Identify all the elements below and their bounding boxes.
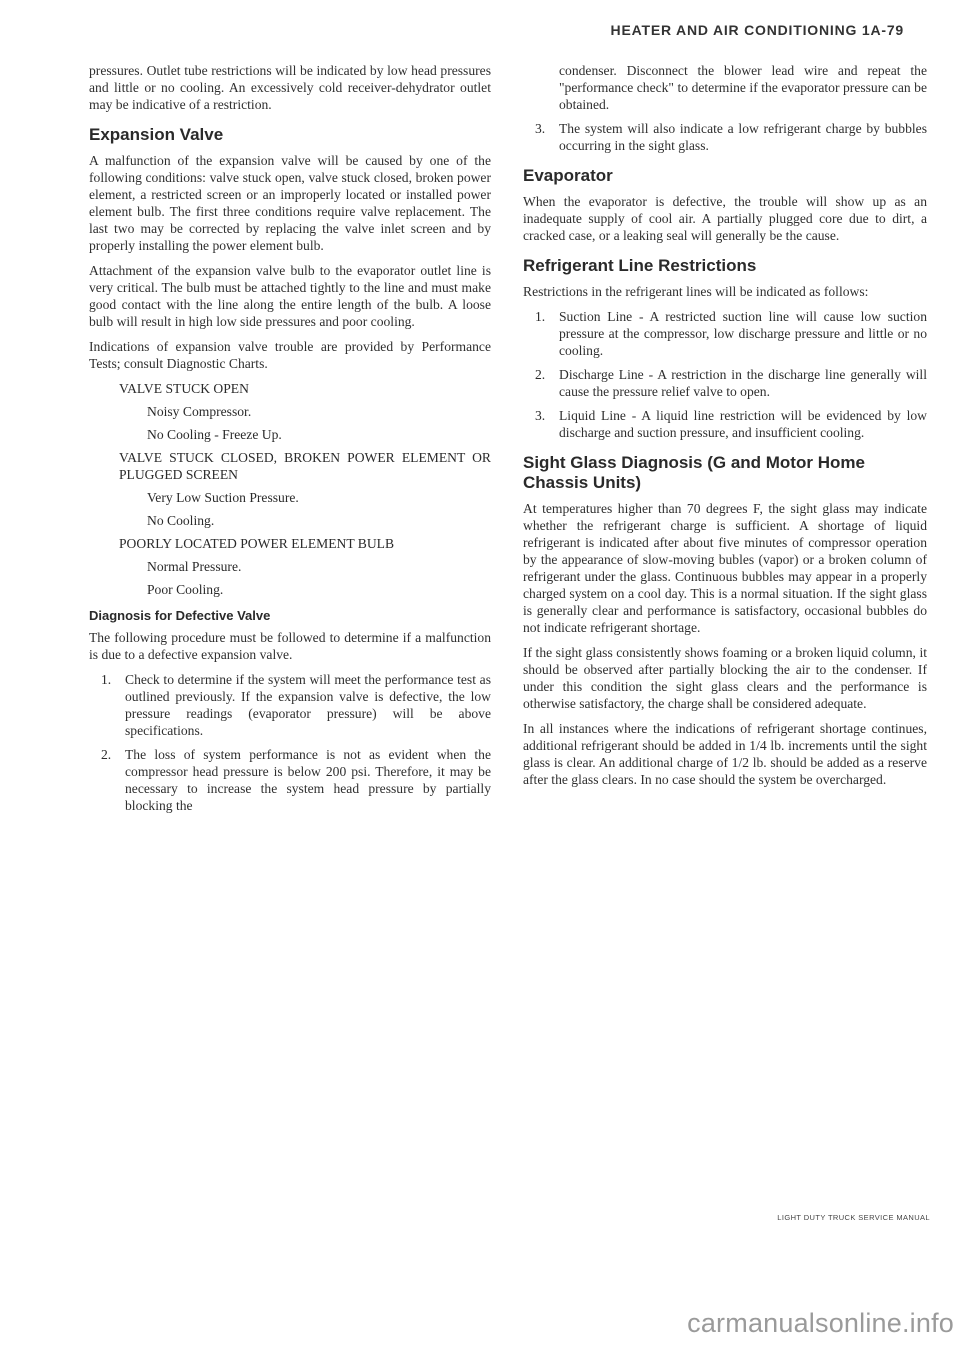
watermark: carmanualsonline.info [687, 1308, 954, 1338]
running-header: HEATER AND AIR CONDITIONING 1A-79 [610, 22, 904, 38]
subsection-heading-diagnosis: Diagnosis for Defective Valve [89, 608, 271, 623]
list-number: 3. [535, 408, 546, 423]
procedure-list-continued [523, 62, 927, 154]
left-column [89, 62, 491, 822]
list-number: 3. [535, 121, 546, 136]
condition-symptom: Normal Pressure. [147, 559, 242, 574]
list-item [523, 62, 927, 113]
list-number: 2. [101, 747, 112, 762]
condition-heading: VALVE STUCK CLOSED, BROKEN POWER ELEMENT OR PLUGGED SCREEN [119, 450, 491, 482]
list-number: 1. [535, 309, 546, 324]
section-heading-evaporator: Evaporator [523, 166, 613, 185]
list-item-text: The loss of system performance is not as evident when the compressor head pressure is below 200 psi. Therefore, it may be necessary to increase the system head pressure by partially blocking the [125, 747, 491, 813]
paragraph: When the evaporator is defective, the trouble will show up as an inadequate supply of cool air. A partially plugged core due to dirt, a cracked case, or a leaking seal will generally be the cause. [523, 194, 927, 243]
procedure-list [89, 671, 491, 814]
list-item-text: Check to determine if the system will meet the performance test as outlined previously. If the expansion valve is defective, the low pressure readings (evaporator pressure) will be above specifications. [125, 672, 491, 738]
paragraph: Restrictions in the refrigerant lines will be indicated as follows: [523, 284, 869, 299]
section-heading-sight-glass: Sight Glass Diagnosis (G and Motor Home Chassis Units) [523, 453, 865, 492]
list-item [89, 746, 491, 814]
paragraph: If the sight glass consistently shows foaming or a broken liquid column, it should be observed after partially blocking the air to the condenser. If under this condition the sight glass clears and the performance is otherwise satisfactory, the charge shall be considered adequate. [523, 645, 927, 711]
list-number: 1. [101, 672, 112, 687]
paragraph: Attachment of the expansion valve bulb to the evaporator outlet line is very critical. The bulb must be attached tightly to the line and must make good contact with the line along the entire length of the bulb. A loose bulb will result in high low side pressures and poor cooling. [89, 263, 491, 329]
paragraph: The following procedure must be followed to determine if a malfunction is due to a defective expansion valve. [89, 630, 491, 662]
list-item [523, 366, 927, 400]
paragraph: In all instances where the indications of refrigerant shortage continues, additional refrigerant should be added in 1/4 lb. increments until the sight glass is clear. An additional charge of 1/2 lb. should be added as a reserve after the glass clears. In no case should the system be overcharged. [523, 721, 927, 787]
condition-symptom: No Cooling. [147, 513, 215, 528]
paragraph: A malfunction of the expansion valve will be caused by one of the following conditions: valve stuck open, valve stuck closed, broken power element, a restricted screen or an improperly located or installed power element bulb. The first three conditions require valve replacement. The last two may be corrected by replacing the valve inlet screen and by properly installing the power element bulb. [89, 153, 491, 253]
list-item [523, 120, 927, 154]
condition-heading: VALVE STUCK OPEN [119, 381, 249, 396]
section-heading-expansion-valve: Expansion Valve [89, 125, 224, 144]
condition-heading: POORLY LOCATED POWER ELEMENT BULB [119, 536, 395, 551]
list-item-text: Liquid Line - A liquid line restriction will be evidenced by low discharge and suction pressure, and insufficient cooling. [559, 408, 927, 440]
paragraph: At temperatures higher than 70 degrees F, the sight glass may indicate whether the refrigerant charge is sufficient. A shortage of liquid refrigerant is indicated after about five minutes of compressor operation by the appearance of slow-moving bubles (vapor) or a broken column of refrigerant under the glass. Continuous bubbles may appear in a properly charged system on a cool day. This is a normal situation. If the sight glass is generally clear and performance is satisfactory, occasional bubbles do not indicate refrigerant shortage. [523, 501, 927, 635]
list-item-text: condenser. Disconnect the blower lead wire and repeat the "performance check" to determine if the evaporator pressure can be obtained. [559, 63, 927, 112]
list-number: 2. [535, 367, 546, 382]
footer-manual-title: LIGHT DUTY TRUCK SERVICE MANUAL [777, 1213, 930, 1222]
list-item [523, 308, 927, 359]
list-item-text: The system will also indicate a low refrigerant charge by bubbles occurring in the sight glass. [559, 121, 927, 153]
condition-symptom: Very Low Suction Pressure. [147, 490, 299, 505]
list-item [89, 671, 491, 739]
condition-symptom: No Cooling - Freeze Up. [147, 427, 282, 442]
condition-symptom: Poor Cooling. [147, 582, 224, 597]
paragraph: Indications of expansion valve trouble are provided by Performance Tests; consult Diagnostic Charts. [89, 339, 491, 371]
paragraph: pressures. Outlet tube restrictions will be indicated by low head pressures and little or no cooling. An excessively cold receiver-dehydrator outlet may be indicative of a restriction. [89, 63, 491, 112]
list-item-text: Discharge Line - A restriction in the discharge line generally will cause the pressure relief valve to open. [559, 367, 927, 399]
condition-symptom: Noisy Compressor. [147, 404, 252, 419]
list-item [523, 407, 927, 441]
list-item-text: Suction Line - A restricted suction line will cause low suction pressure at the compressor, low discharge pressure and little or no cooling. [559, 309, 927, 358]
section-heading-line-restrictions: Refrigerant Line Restrictions [523, 256, 757, 275]
restriction-list [523, 308, 927, 441]
right-column [523, 62, 927, 796]
